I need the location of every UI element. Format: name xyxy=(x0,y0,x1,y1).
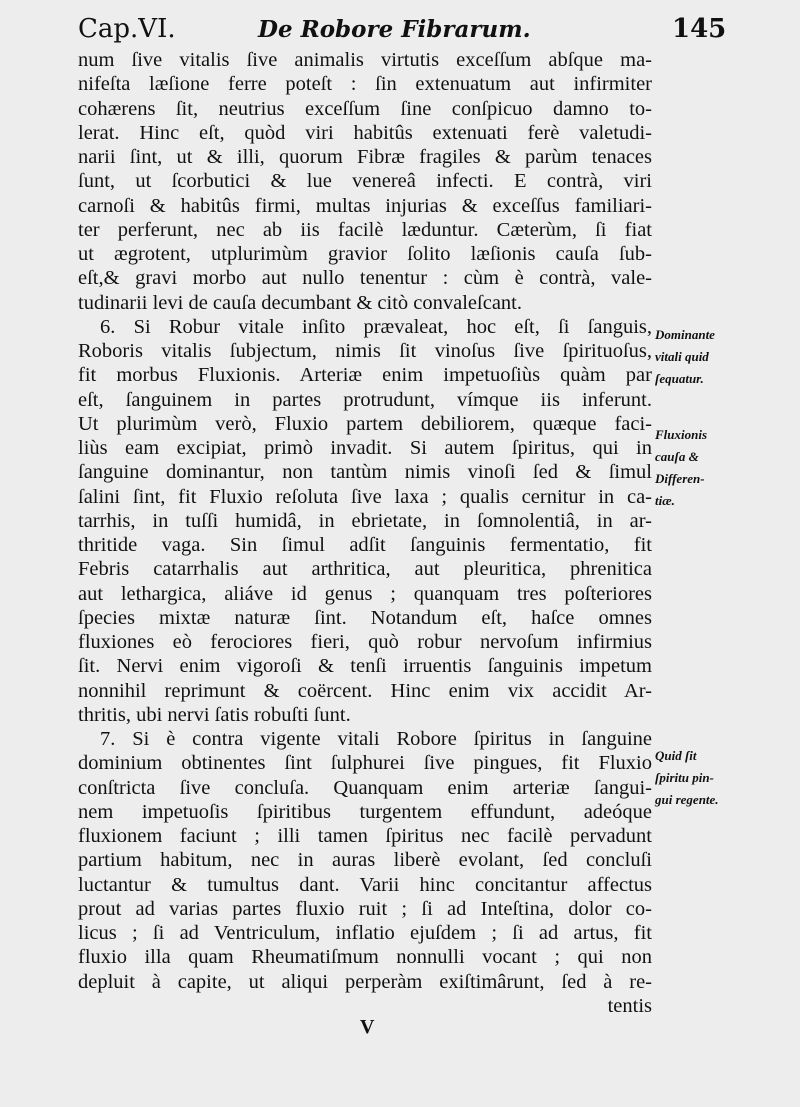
signature-mark: V xyxy=(360,1016,375,1038)
text-line: ſpecies mixtæ naturæ ſint. Notandum eſt, haſce omnes xyxy=(78,606,652,629)
text-line: tudinarii levi de cauſa decumbant & citò convaleſcant. xyxy=(78,291,522,314)
main-text-column xyxy=(78,48,652,1018)
text-line: thritis, ubi nervi ſatis robuſti ſunt. xyxy=(78,703,351,726)
margin-note-line: cauſa & xyxy=(655,449,699,464)
margin-note-line: ſequatur. xyxy=(655,371,704,386)
paragraph-6-start: 6. Si Robur vitale inſito prævaleat, hoc eſt, ſi ſanguis, xyxy=(100,315,652,338)
text-line: fluxiones eò ferociores fieri, quò robur nervoſum infirmius xyxy=(78,631,652,653)
chapter-label: Cap.VI. xyxy=(78,14,176,44)
text-line: partium habitum, nec in auras liberè evolant, ſed concluſi xyxy=(78,849,652,872)
text-line: ter perferunt, nec ab iis facilè læduntur. Cæterùm, ſi fiat xyxy=(78,218,652,241)
text-line: dominium obtinentes ſint ſulphurei ſive pingues, fit Fluxio xyxy=(78,752,652,775)
text-line: lerat. Hinc eſt, quòd viri habitûs extenuati ferè valetudi- xyxy=(78,121,652,144)
text-line: aut lethargica, aliáve id genus ; quanquam tres poſteriores xyxy=(78,582,652,605)
text-line: Febris catarrhalis aut arthritica, aut pleuritica, phrenitica xyxy=(78,558,652,581)
text-line: nifeſta læſione ferre poteſt : ſin extenuatum aut infirmiter xyxy=(78,73,652,96)
text-line: cohærens ſit, neutrius exceſſum ſine conſpicuo damno to- xyxy=(78,97,652,120)
text-line: ſanguine dominantur, non tantùm nimis vinoſi ſed & ſimul xyxy=(78,461,652,484)
text-line: ſit. Nervi enim vigoroſi & tenſi irruentis ſanguinis impetum xyxy=(78,655,652,678)
running-header xyxy=(0,14,800,48)
text-line: num ſive vitalis ſive animalis virtutis exceſſum abſque ma- xyxy=(78,49,652,71)
text-line: eſt,& gravi morbo aut nullo tenentur : cùm è contrà, vale- xyxy=(78,267,652,290)
text-line: prout ad varias partes fluxio ruit ; ſi ad Inteſtina, dolor co- xyxy=(78,897,652,920)
text-line: licus ; ſi ad Ventriculum, inflatio ejuſdem ; ſi ad artus, fit xyxy=(78,922,652,944)
paragraph-7-start: 7. Si è contra vigente vitali Robore ſpiritus in ſanguine xyxy=(100,728,652,750)
margin-note-line: Fluxionis xyxy=(655,427,708,442)
text-line: ſunt, ut ſcorbutici & lue venereâ infecti. E contrà, viri xyxy=(78,170,652,193)
margin-note-line: tiæ. xyxy=(655,493,675,508)
margin-note-line: gui regente. xyxy=(655,792,719,807)
margin-note-line: Differen- xyxy=(655,471,705,486)
text-line: ſalini ſint, fit Fluxio reſoluta ſive laxa ; qualis cernitur in ca- xyxy=(78,485,652,508)
text-line: nonnihil reprimunt & coërcent. Hinc enim vix accidit Ar- xyxy=(78,679,652,702)
page-number: 145 xyxy=(672,14,727,44)
text-line: conſtricta ſive concluſa. Quanquam enim arteriæ ſangui- xyxy=(78,776,652,799)
text-line: ut ægrotent, utplurimùm gravior ſolito læſionis cauſa ſub- xyxy=(78,243,652,265)
text-line: Ut plurimùm verò, Fluxio partem debiliorem, quæque faci- xyxy=(78,412,652,435)
text-line: carnoſi & habitûs firmi, multas injurias & exceſſus familiari- xyxy=(78,194,652,217)
margin-note-dominante xyxy=(655,324,797,390)
text-line: fluxionem faciunt ; illi tamen ſpiritus nec facilè pervadunt xyxy=(78,825,652,847)
text-line: fluxio illa quam Rheumatiſmum nonnulli vocant ; qui non xyxy=(78,946,652,969)
text-line: luctantur & tumultus dant. Varii hinc concitantur affectus xyxy=(78,873,652,896)
text-line: nem impetuoſis ſpiritibus turgentem effundunt, adeóque xyxy=(78,800,652,823)
text-line: liùs eam excipiat, primò invadit. Si autem ſpiritus, qui in xyxy=(78,437,652,459)
text-line: fit morbus Fluxionis. Arteriæ enim impetuoſiùs quàm par xyxy=(78,364,652,387)
text-line: tarrhis, in tuſſi humidâ, in ebrietate, in ſomnolentiâ, in ar- xyxy=(78,509,652,532)
margin-note-line: ſpiritu pin- xyxy=(655,770,714,785)
margin-note-line: Dominante xyxy=(655,327,715,342)
catchword: tentis xyxy=(607,994,652,1017)
text-line: thritide vaga. Sin ſimul adſit ſanguinis fermentatio, fit xyxy=(78,534,652,556)
margin-note-line: Quid ſit xyxy=(655,748,697,763)
running-title: De Robore Fibrarum. xyxy=(258,16,531,43)
margin-note-quid-sit xyxy=(655,745,797,811)
margin-note-line: vitali quid xyxy=(655,349,709,364)
text-line: Roboris vitalis ſubjectum, nimis ſit vinoſus ſive ſpirituoſus, xyxy=(78,340,652,362)
text-line: eſt, ſanguinem in partes protrudunt, vímque iis inferunt. xyxy=(78,388,652,411)
text-line: depluit à capite, ut aliqui perperàm exiſtimârunt, ſed à re- xyxy=(78,970,652,993)
text-line: narii ſint, ut & illi, quorum Fibræ fragiles & parùm tenaces xyxy=(78,146,652,168)
margin-note-fluxionis xyxy=(655,424,797,512)
